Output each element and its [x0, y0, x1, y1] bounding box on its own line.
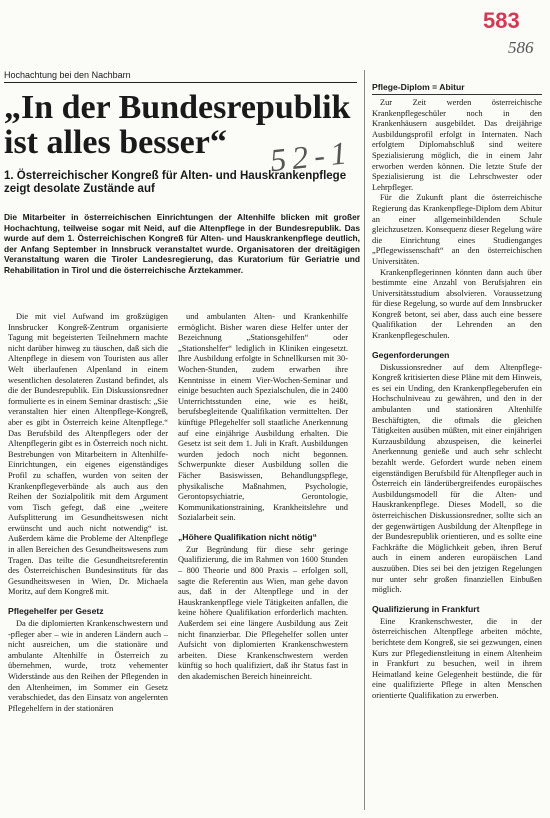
handwritten-mark: 52-1: [268, 133, 355, 179]
column-divider: [364, 70, 365, 810]
body-paragraph: Diskussionsredner auf dem Altenpflege-Kongreß kritisierten diese Pläne mit dem Hinweis, es sei ein Unding, den Krankenpflegeberufen ein Hochschulniveau zu gewähren, und den in der ambulanten und stationären Altenhilfe Beschäftigten, die oftmals die gleichen Tätigkeiten ausüben müßten, mit einer einjährigen Kurzausbildung abzuspeisen, die keinerlei Anerkennung genieße und auch sehr schlecht bezahlt werde. Gefordert wurde neben einem eigenständigen Berufsbild für Altenpfleger auch in Österreich ein länderübergreifendes europäisches Ausbildungsmodell für die Alten- und Hauskrankenpflege. Dieses Modell, so die österreichischen Diskussionsredner, sollte sich an der gegenwärtigen Ausbildung der Altenpflege in der Bundesrepublik orientieren, und es sollte eine Fachkräfte die Möglichkeit geben, ihren Beruf auch in einem anderen europäischen Land auszuüben. Dies sei bei den jetzigen Regelungen nur unter sehr großen finanziellen Einbußen möglich.: [372, 362, 543, 595]
body-paragraph: Zur Zeit werden österreichische Krankenpflegeschüler noch in den Krankenhäusern ausgebildet. Das dreijährige Ausbildungsprofil erfolgt in Internaten. Nach erfolgtem Diplomabschluß sind weitere Spezialisierung möglich, die in einem Jahr erworben werden können. Die letzte Stufe der Spezialisierung ist die Lehrschwester oder Lehrpfleger.: [372, 98, 542, 192]
page-number: 583: [483, 8, 520, 33]
section-heading: „Höhere Qualifikation nicht nötig“: [178, 531, 317, 542]
body-paragraph: und ambulanten Alten- und Krankenhilfe ermöglicht. Bisher waren diese Helfer unter der Bezeichnung „Stationsgehilfen“ oder „Stationshelfer“ lediglich in Kliniken eingesetzt. Ihre Ausbildung erfolgte in Schnellkursen mit 30-Wochen-Stunden, zudem erwarben ihre Kenntnisse in einem Vier-Wochen-Seminar und einige besuchten auch Spezialschulen, die in 2400 Unterrichtsstunden eine, wie es heißt, berufsbegleitende Qualifikation vermittelten. Der künftige Pflegehelfer soll staatliche Anerkennung auf eine einjährige Ausbildung erhalten. Die Gesetz ist seit dem 1. Juli in Kraft. Ausbildungen wurden jedoch noch nicht begonnen. Schwerpunkte dieser Ausbildung sollen die Fächer Basiswissen, Behandlungspflege, physikalische Maßnahmen, Psychologie, Gerontopsychiatrie, Gerontologie, Kommunikationstraining, Krankheitslehre und Sozialarbeit sein.: [178, 312, 348, 523]
section-heading: Qualifizierung in Frankfurt: [372, 603, 480, 614]
body-paragraph: Da die diplomierten Krankenschwestern und -pfleger aber – wie in anderen Ländern auch – nicht ausreichen, um die stationäre und ambulante Altenhilfe in Österreich zu übernehmen, wurde, trotz vehementer Widerstände aus den Reihen der Pflegenden in den Altenheimen, im Sommer ein Gesetz verabschiedet, das den Einsatz von angelernten Pflegehelfern in der stationären: [8, 619, 168, 713]
column-right: [372, 82, 542, 701]
body-paragraph: Die mit viel Aufwand im großzügigen Innsbrucker Kongreß-Zentrum organisierte Tagung mit begeisterten Teilnehmern machte nicht darüber hinweg zu täuschen, daß sich die Altenpflege in diesem von Touristen aus aller Welt überlaufenen Alpenland in einem wesentlichen desolateren Zustand befindet, als die der Bundesrepublik. Ein Diskussionsredner formulierte es in einem Seminar drastisch: „Sie veranstalten hier einen Altenpflege-Kongreß, aber es gibt in Österreich keine Altenpflege.“ Das Berufsbild des Altenpflegers oder der Altenpflegerin gibt es in Österreich noch nicht. Bestrebungen von Mitarbeitern in Altenhilfe-Einrichtungen, ein eigenes eigenständiges Profil zu schaffen, wurden von seiten der Krankenpflegeverbände als auch aus den Reihen der Sozialpolitik mit dem Argument vom Tisch gefegt, daß eine „weitere Aufsplitterung im Gesundheitswesen nicht erwünscht und auch nicht notwendig“ ist. Außerdem käme die Probleme der Altenpflege in allen Bereichen des Gesundheitswesens zum Tragen. Das teilte die Gesundheitsreferentin des Österreichischen Bundesinstituts für das Gesundheitswesen in Wien, Dr. Michaela Moritz, auf dem Kongreß mit.: [8, 312, 168, 597]
article-intro: Die Mitarbeiter in österreichischen Einrichtungen der Altenhilfe blicken mit großer Hochachtung, teilweise sogar mit Neid, auf die Altenpflege in der Bundesrepublik. Das wurde auf dem 1. Österreichischen Kongreß für Alten- und Hauskrankenpflege deutlich, der Anfang September in Innsbruck veranstaltet wurde. Organisatoren der dreitägigen Veranstaltung waren die Tiroler Landesregierung, das Kuratorium für Geriatrie und Rehabilitation in Tirol und die österreichische Ärztekammer.: [4, 212, 360, 275]
column-middle: [178, 312, 348, 683]
body-paragraph: Krankenpflegerinnen könnten dann auch über bestimmte eine Anzahl von Berufsjahren ein Universitätsstudium absolvieren. Voraussetzung für diese Regelung, so wurde auf dem Innsbrucker Kongreß betont, sei aber, dass auch eine bessere Qualifikation der Lehrenden an den Krankenpflegeschulen.: [372, 267, 542, 341]
handwritten-page-number: 586: [508, 38, 534, 57]
article-subhead: 1. Österreichischer Kongreß für Alten- und Hauskrankenpflege zeigt desolate Zustände auf: [4, 170, 347, 195]
section-heading: Pflege-Diplom = Abitur: [372, 82, 542, 95]
body-paragraph: Zur Begründung für diese sehr geringe Qualifizierung, die im Rahmen von 1600 Stunden – 800 Theorie und 800 Praxis – erfolgen soll, sagte die Referentin aus Wien, man gehe davon aus, daß in der Altenpflege und in der Hauskrankenpflege viele Tätigkeiten anfallen, die keine höhere Qualifikation erforderlich machten. Außerdem sei eine längere Ausbildung aus Zeit nicht finanzierbar. Die Pflegehelfer sollen unter Aufsicht von diplomierten Krankenschwestern arbeiten. Diese Krankenschwestern werden künftig so hoch qualifiziert, daß ihr Status fast in den akademischen Bereich hineinreicht.: [178, 544, 348, 681]
section-heading: Pflegehelfer per Gesetz: [8, 606, 104, 617]
article-kicker: Hochachtung bei den Nachbarn: [4, 70, 131, 80]
article-headline: „In der Bundesrepublik ist alles besser“: [4, 89, 351, 161]
column-left: [8, 312, 168, 714]
top-rule: [4, 82, 357, 83]
body-paragraph: Eine Krankenschwester, die in der österreichischen Altenpflege arbeiten möchte, berichtete dem Kongreß, sie sei gezwungen, einen Kurs zur Pflegedienstleitung in einem Altenheim in Frankfurt zu besuchen, weil in ihrem Heimatland keine Gelegenheit bestünde, die für eine qualifizierte Pflege in alten Menschen orientierte Qualifikation zu erwerben.: [372, 616, 542, 700]
body-paragraph: Für die Zukunft plant die österreichische Regierung das Krankenpflege-Diplom dem Abitur an einer allgemeinbildenden Schule gleichzusetzen. Konsequenz dieser Regelung wäre die Einrichtung eines Studienganges „Pflegewissenschaft“ an den österreichischen Universitäten.: [372, 193, 542, 266]
section-heading: Gegenforderungen: [372, 349, 450, 360]
